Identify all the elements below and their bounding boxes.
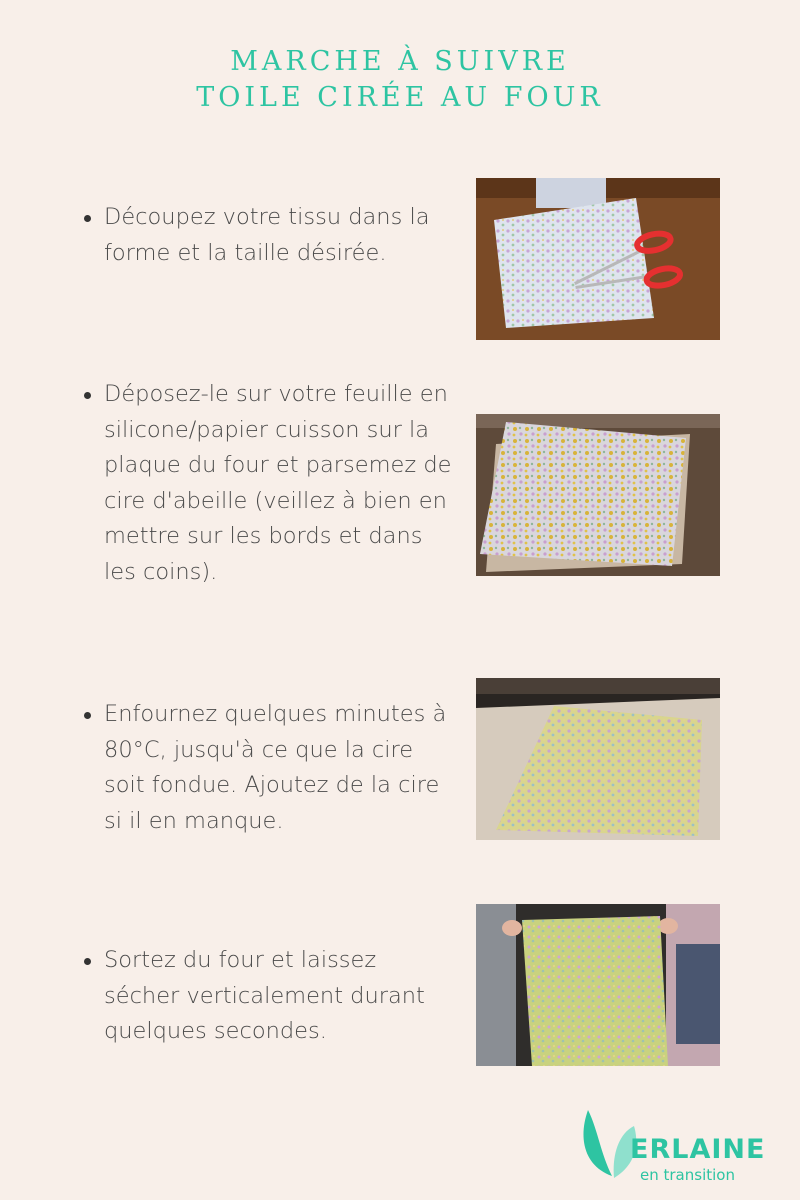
bullet-icon <box>84 215 91 222</box>
step-1-photo <box>476 178 720 340</box>
step-2-photo <box>476 414 720 576</box>
step-2 <box>84 377 454 590</box>
page-title <box>0 44 800 116</box>
logo-tagline: en transition <box>640 1166 735 1184</box>
step-3-photo <box>476 678 720 840</box>
step-3 <box>84 697 454 839</box>
title-line-1: MARCHE À SUIVRE <box>230 46 570 77</box>
step-3-text: Enfournez quelques minutes à 80°C, jusqu'à ce que la cire soit fondue. Ajoutez de la cire si il en manque. <box>104 701 447 834</box>
step-4 <box>84 943 454 1050</box>
logo <box>578 1108 788 1188</box>
step-2-text: Déposez-le sur votre feuille en silicone/papier cuisson sur la plaque du four et parsemez de cire d'abeille (veillez à bien en mettre sur les bords et dans les coins). <box>104 381 452 585</box>
step-1-text: Découpez votre tissu dans la forme et la taille désirée. <box>104 204 430 266</box>
step-4-text: Sortez du four et laissez sécher verticalement durant quelques secondes. <box>104 947 425 1044</box>
title-line-2: TOILE CIRÉE AU FOUR <box>196 82 604 113</box>
logo-wordmark: ERLAINE <box>630 1134 766 1165</box>
step-1 <box>84 200 454 271</box>
step-4-photo <box>476 904 720 1066</box>
bullet-icon <box>84 958 91 965</box>
bullet-icon <box>84 712 91 719</box>
bullet-icon <box>84 392 91 399</box>
